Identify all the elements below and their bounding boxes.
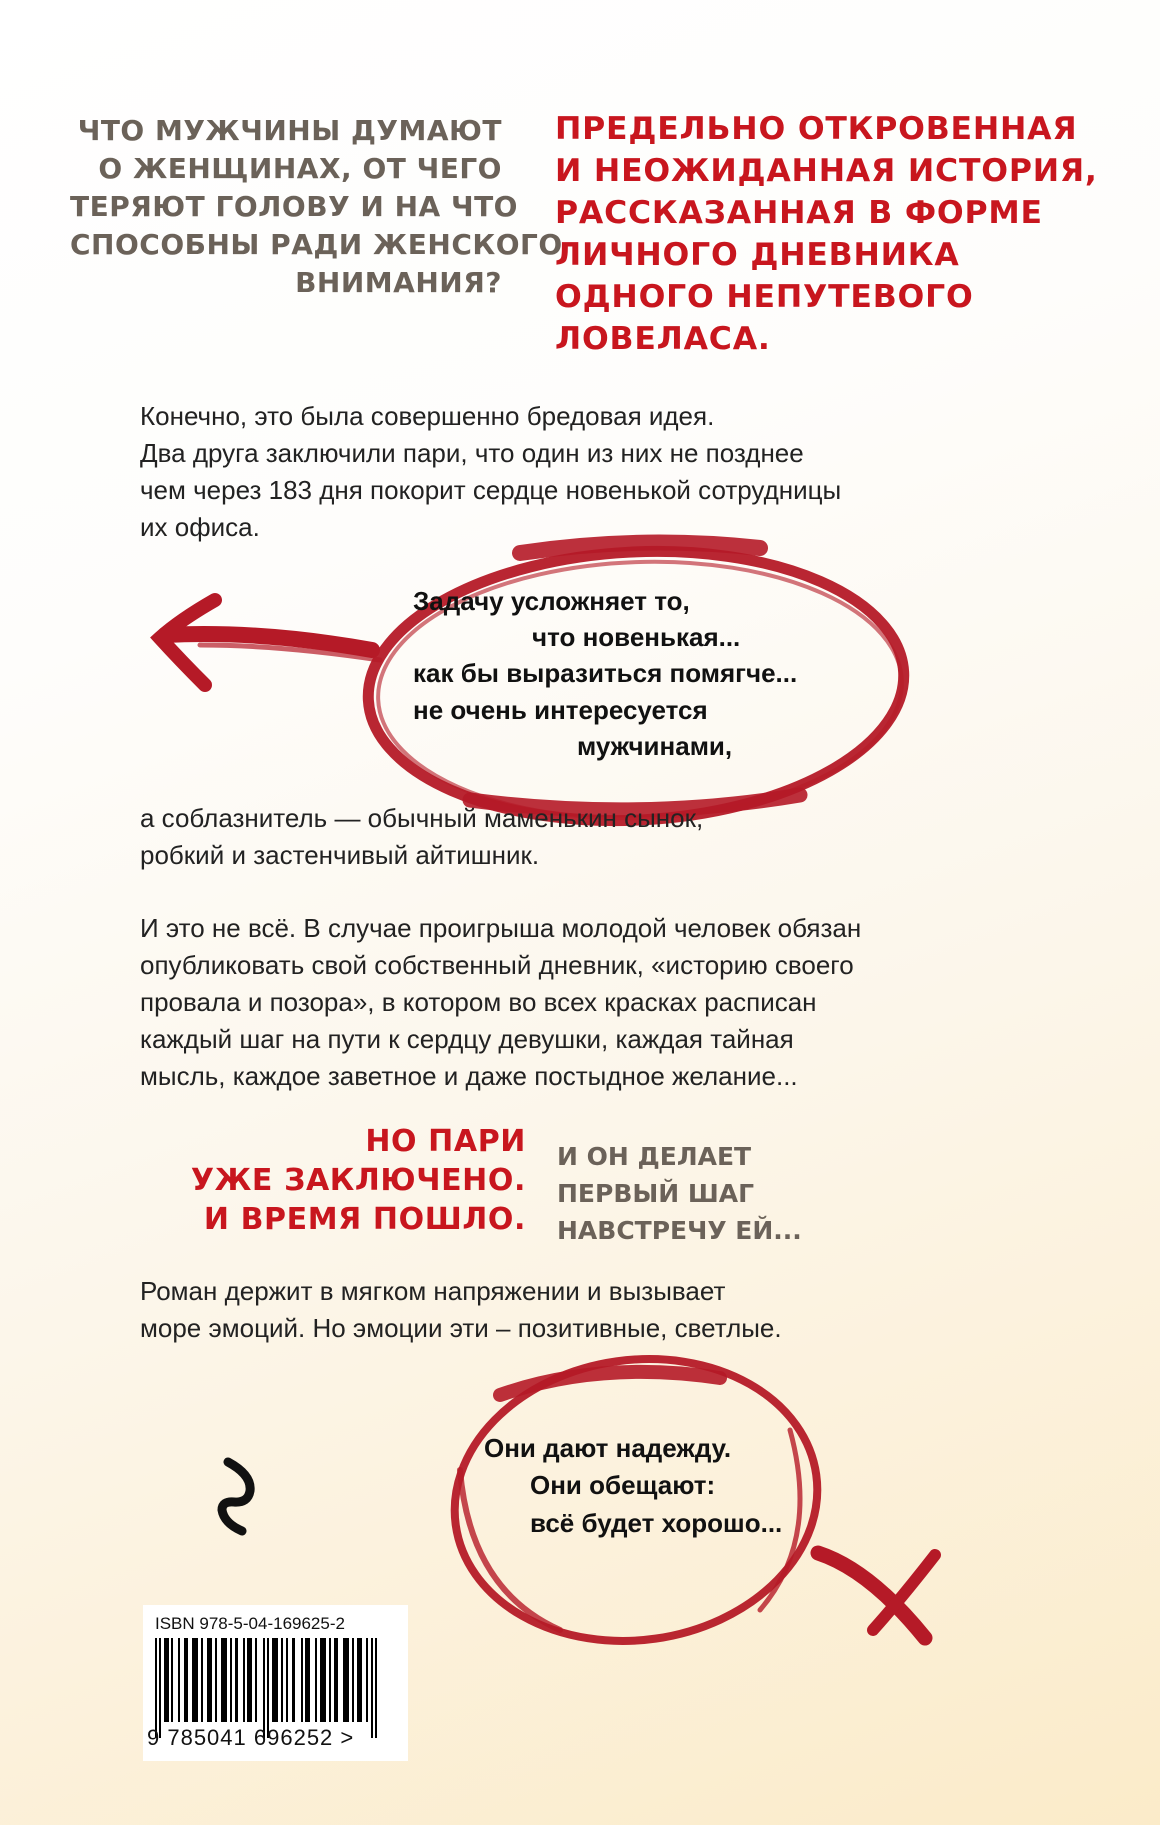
first-step-line: ПЕРВЫЙ ШАГ: [557, 1179, 755, 1208]
paragraph-line: Конечно, это была совершенно бредовая идея.: [140, 401, 715, 431]
oval-line: что новенькая...: [532, 622, 741, 652]
barcode-icon: [155, 1638, 395, 1738]
lead-question-line: О ЖЕНЩИНАХ, ОТ ЧЕГО: [98, 152, 502, 185]
paragraph-line: провала и позора», в котором во всех красках расписан: [140, 987, 817, 1017]
oval-line: всё будет хорошо...: [530, 1508, 783, 1538]
paragraph-line: каждый шаг на пути к сердцу девушки, каждая тайная: [140, 1024, 794, 1054]
lead-question-line: СПОСОБНЫ РАДИ ЖЕНСКОГО: [70, 228, 563, 261]
paragraph-line: Роман держит в мягком напряжении и вызывает: [140, 1276, 726, 1306]
lead-tagline-line: И НЕОЖИДАННАЯ ИСТОРИЯ,: [555, 153, 1098, 189]
lead-tagline-line: ПРЕДЕЛЬНО ОТКРОВЕННАЯ: [555, 111, 1078, 147]
isbn-barcode: [143, 1605, 408, 1761]
lead-question-line: ЧТО МУЖЧИНЫ ДУМАЮТ: [77, 114, 502, 147]
paragraph-line: Два друга заключили пари, что один из них не позднее: [140, 438, 804, 468]
oval-line: Задачу усложняет то,: [413, 586, 690, 616]
oval-line: не очень интересуется: [413, 695, 708, 725]
oval-line: мужчинами,: [577, 731, 733, 761]
lead-tagline-line: ОДНОГО НЕПУТЕВОГО: [555, 279, 974, 315]
oval-line: как бы выразиться помягче...: [413, 658, 798, 688]
paragraph-line: робкий и застенчивый айтишник.: [140, 840, 540, 870]
eksmo-logo-icon: [212, 1455, 262, 1545]
lead-question-line: ТЕРЯЮТ ГОЛОВУ И НА ЧТО: [70, 190, 518, 223]
oval-line: Они обещают:: [530, 1470, 716, 1500]
lead-tagline-line: ЛОВЕЛАСА.: [555, 321, 771, 357]
lead-question-line: ВНИМАНИЯ?: [295, 266, 502, 299]
lead-tagline-line: РАССКАЗАННАЯ В ФОРМЕ: [555, 195, 1043, 231]
paragraph-line: мысль, каждое заветное и даже постыдное желание...: [140, 1061, 798, 1091]
first-step-line: НАВСТРЕЧУ ЕЙ...: [557, 1216, 802, 1245]
first-step-line: И ОН ДЕЛАЕТ: [557, 1142, 752, 1171]
paragraph-line: их офиса.: [140, 512, 260, 542]
wager-line: И ВРЕМЯ ПОШЛО.: [203, 1202, 526, 1237]
wager-line: НО ПАРИ: [365, 1124, 526, 1159]
isbn-label: ISBN 978-5-04-169625-2: [155, 1614, 345, 1633]
wager-line: УЖЕ ЗАКЛЮЧЕНО.: [190, 1163, 526, 1198]
paragraph-line: И это не всё. В случае проигрыша молодой человек обязан: [140, 913, 862, 943]
lead-tagline-line: ЛИЧНОГО ДНЕВНИКА: [555, 237, 960, 273]
paragraph-line: опубликовать свой собственный дневник, «историю своего: [140, 950, 854, 980]
paragraph-line: море эмоций. Но эмоции эти – позитивные, светлые.: [140, 1313, 782, 1343]
oval-line: Они дают надежду.: [484, 1433, 732, 1463]
paragraph-line: а соблазнитель — обычный маменькин сынок,: [140, 803, 704, 833]
ean-digits: 9 785041 696252 >: [147, 1725, 355, 1750]
paragraph-line: чем через 183 дня покорит сердце новенькой сотрудницы: [140, 475, 842, 505]
